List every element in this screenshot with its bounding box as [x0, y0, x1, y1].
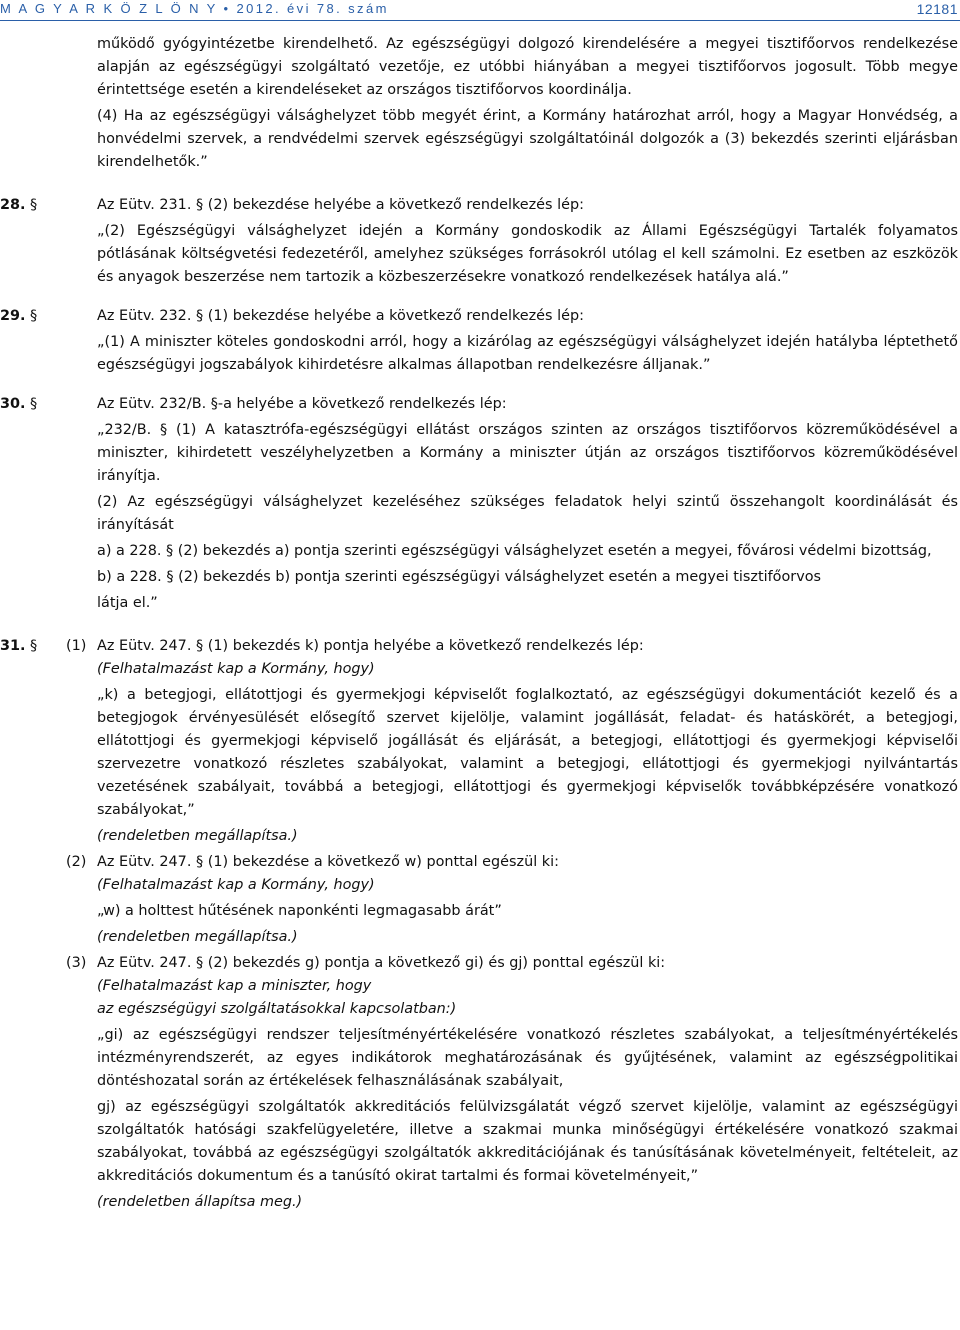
subsection-lead: Az Eütv. 247. § (2) bekezdés g) pontja a következő gi) és gj) ponttal egészül ki:	[97, 955, 666, 971]
subsection-context: (Felhatalmazást kap a Kormány, hogy)	[97, 877, 375, 893]
subsection-closing: (rendeletben állapítsa meg.)	[97, 1194, 303, 1210]
subsection-context: (Felhatalmazást kap a Kormány, hogy)	[97, 661, 375, 677]
section-31-sub-2	[0, 851, 958, 949]
section-closing: látja el.”	[97, 595, 158, 611]
section-31-sub-3	[0, 952, 958, 1214]
section-number: 31.	[0, 638, 26, 654]
subsection-closing: (rendeletben megállapítsa.)	[97, 929, 298, 945]
subsection-lead: Az Eütv. 247. § (1) bekezdés k) pontja helyébe a következő rendelkezés lép:	[97, 638, 644, 654]
section-number: 28.	[0, 197, 26, 213]
header-rule	[0, 20, 960, 21]
section-text: „(1) A miniszter köteles gondoskodni arról, hogy a kizárólag az egészségügyi válsághelyzet idején hatályba léptethető egészségügyi jogszabályok kihirdetésre alkalmas állapotban rendelkezésre álljanak.”	[97, 334, 958, 373]
subsection-context: (Felhatalmazást kap a miniszter, hogy	[97, 978, 372, 994]
subsection-context: az egészségügyi szolgáltatásokkal kapcsolatban:)	[97, 1001, 457, 1017]
section-28	[0, 194, 958, 289]
section-symbol: §	[30, 308, 38, 324]
section-29	[0, 305, 958, 377]
subsection-point-gj: gj) az egészségügyi szolgáltatók akkreditációs felülvizsgálatát végző szervet kijelölje, valamint az egészségügyi szolgáltatók hatósági szakfelügyeletére, illetve a szakmai munka minőségügyi értékelésére vonatkozó szakmai szabályokat, továbbá az egészségügyi szolgáltatók akkreditációjának és tanúsításának követelményeit, feltételeit, az akkreditációs dokumentum és a tanúsító okirat tartalmi és formai követelményeit,”	[97, 1099, 958, 1184]
section-paragraph-1: „232/B. § (1) A katasztrófa-egészségügyi ellátást országos szinten az országos tisztifőorvos közreműködésével a miniszter, kihirdetett veszélyhelyzetben a Kormány a miniszter útján az országos tisztifőorvos közreműködésével irányítja.	[97, 422, 958, 484]
intro-paragraph-1: működő gyógyintézetbe kirendelhető. Az egészségügyi dolgozó kirendelésére a megyei tisztifőorvos rendelkezése alapján az egészségügyi szolgáltató vezetője, ez utóbbi hiányában a megyei tisztifőorvos jogosult. Több megye érintettsége esetén a kirendeléseket az országos tisztifőorvos koordinálja.	[97, 36, 958, 98]
subsection-point-gi: „gi) az egészségügyi rendszer teljesítményértékelésére vonatkozó részletes szabályokat, a teljesítményértékelés intézményrendszerét, az egyes indikátorok meghatározásának és gyűjtésének, valamint az egészségpolitikai döntéshozatal során az értékelések felhasználásának szabályait,	[97, 1027, 958, 1089]
section-31-sub-1	[0, 635, 958, 848]
subsection-label: (2)	[66, 854, 87, 870]
section-number: 30.	[0, 396, 26, 412]
section-30	[0, 393, 958, 615]
section-lead: Az Eütv. 232/B. §-a helyébe a következő rendelkezés lép:	[97, 396, 507, 412]
journal-title: M A G Y A R K Ö Z L Ö N Y • 2012. évi 78. szám	[0, 1, 389, 16]
subsection-text: „k) a betegjogi, ellátottjogi és gyermekjogi képviselőt foglalkoztató, az egészségügyi dokumentációt kezelő és a betegjogok érvényesülését elősegítő szervet kijelölje, valamint jogállását, feladat- és hatáskörét, a betegjogi, ellátottjogi és gyermekjogi képviselő jogállását és eljárását, a betegjogi, ellátottjogi és gyermekjogi képviselői szervezetre vonatkozó részletes szabályokat, valamint a betegjogi, ellátottjogi és gyermekjogi nyilvántartás vezetésének szabályait, továbbá a betegjogi, ellátottjogi és gyermekjogi képviselők továbbképzésére vonatkozó szabályokat,”	[97, 687, 958, 818]
section-paragraph-2: (2) Az egészségügyi válsághelyzet kezeléséhez szükséges feladatok helyi szintű összehangolt koordinálását és irányítását	[97, 494, 958, 533]
section-point-b: b) a 228. § (2) bekezdés b) pontja szerinti egészségügyi válsághelyzet esetén a megyei tisztifőorvos	[97, 569, 822, 585]
section-point-a: a) a 228. § (2) bekezdés a) pontja szerinti egészségügyi válsághelyzet esetén a megyei, fővárosi védelmi bizottság,	[97, 543, 932, 559]
section-lead: Az Eütv. 231. § (2) bekezdése helyébe a következő rendelkezés lép:	[97, 197, 584, 213]
section-text: „(2) Egészségügyi válsághelyzet idején a Kormány gondoskodik az Állami Egészségügyi Tartalék folyamatos pótlásának költségvetési fedezetéről, amelyhez szükséges forrásokról utólag el kell számolni. Ez esetben az eszközök és anyagok beszerzése nem tartozik a közbeszerzésekre vonatkozó rendelkezések hatálya alá.”	[97, 223, 958, 285]
section-lead: Az Eütv. 232. § (1) bekezdése helyébe a következő rendelkezés lép:	[97, 308, 584, 324]
section-symbol: §	[30, 638, 38, 654]
section-number: 29.	[0, 308, 26, 324]
intro-paragraph-2: (4) Ha az egészségügyi válsághelyzet több megyét érint, a Kormány határozhat arról, hogy a Magyar Honvédség, a honvédelmi szervek, a rendvédelmi szervek egészségügyi szolgáltatóinál dolgozók a (3) bekezdés szerinti eljárásban kirendelhetők.”	[97, 108, 958, 170]
subsection-label: (1)	[66, 638, 87, 654]
page-header	[0, 0, 960, 20]
document-body	[0, 33, 958, 1214]
subsection-lead: Az Eütv. 247. § (1) bekezdése a következő w) ponttal egészül ki:	[97, 854, 559, 870]
subsection-label: (3)	[66, 955, 87, 971]
section-symbol: §	[30, 197, 38, 213]
subsection-text: „w) a holttest hűtésének naponkénti legmagasabb árát”	[97, 903, 502, 919]
page-number: 12181	[916, 1, 958, 17]
subsection-closing: (rendeletben megállapítsa.)	[97, 828, 298, 844]
section-symbol: §	[30, 396, 38, 412]
